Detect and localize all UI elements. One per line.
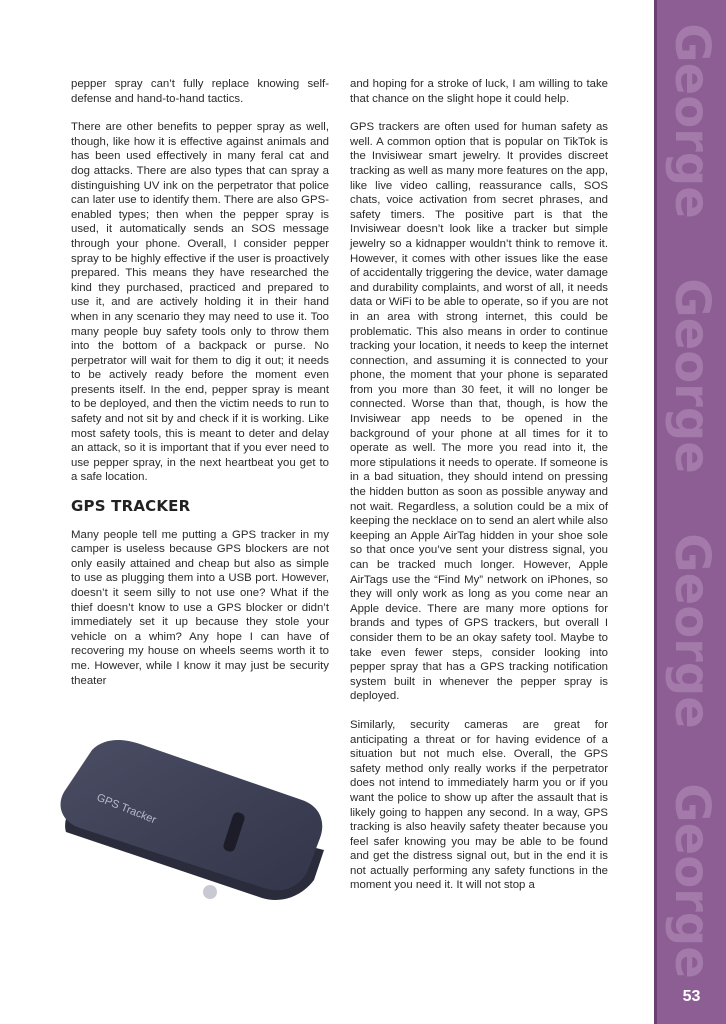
sidebar-band <box>654 0 726 1024</box>
right-column <box>350 77 608 907</box>
section-heading-gps-tracker: GPS TRACKER <box>71 497 191 516</box>
left-paragraph-2: There are other benefits to pepper spray as well, though, like how it is effective against animals and has been used effectively in many feral cat and dog attacks. There are also types that can spray a distinguishing UV ink on the perpetrator that police can later use to identify them. There are also GPS-enabled types; then when the pepper spray is used, it automatically sends an SOS message through your phone. Overall, I consider pepper spray to be highly effective if the user is proactively prepared. This means they have researched the kind they purchased, practiced and prepared to use it, and are actively holding it in their hand when in any scenario they may need to use it. Too many people buy safety tools only to throw them into the bottom of a backpack or purse. No perpetrator will wait for them to dig it out; it needs to be actively ready before the moment even presents itself. In the end, pepper spray is meant to be deployed, and then the victim needs to run to safety and not sit by and check if it is working. Like most safety tools, this is meant to deter and delay an attack, so it is important that if you ever need to use pepper spray, in the next heartbeat you get to a safe location. <box>71 121 329 484</box>
left-paragraph-1: pepper spray can’t fully replace knowing self-defense and hand-to-hand tactics. <box>71 78 329 105</box>
tracker-label: GPS Tracker <box>94 791 158 827</box>
brand-watermark-1: George <box>663 23 720 219</box>
page-number: 53 <box>682 988 701 1005</box>
gps-tracker-photo <box>52 730 332 910</box>
right-paragraph-2: GPS trackers are often used for human safety as well. A common option that is popular on TikTok is the Invisiwear smart jewelry. It provides discreet tracking as well as many more features on the app, like live video calling, reassurance calls, SOS chats, voice activation from secret phrases, and safety timers. The positive part is that the Invisiwear doesn’t look like a tracker but simple jewelry so a kidnapper wouldn’t think to remove it. However, it comes with other issues like the ease of accidentally triggering the device, water damage and durability complaints, and worst of all, it needs data or WiFi to be able to operate, so if you are not in an area with strong internet, this could be problematic. This also means in order to continue tracking your location, it needs to keep the internet connection, and assuming it is connected to your phone, the moment that your phone is separated from you more than 30 feet, it will no longer be connected. Worse than that, though, is how the Invisiwear app needs to be opened in the background of your phone at all times for it to operate as well. The more you read into it, the more stipulations it needs to operate. If someone is in a bad situation, they should intend on pressing the hidden button as soon as possible anyway and not wait. Regardless, a solution could be a mix of keeping the necklace on to send an alert while also keeping an Apple AirTag hidden in your shoe sole so that once you’ve sent your distress signal, you can be tracked much longer. However, Apple AirTags use the “Find My” network on iPhones, so they will only work as long as you come near an Apple device. There are many more options for brands and types of GPS trackers, but overall I consider them to be an okay safety tool. Maybe to take even fewer steps, consider looking into pepper spray that has a GPS tracking notification system built in whenever the pepper spray is deployed. <box>350 121 608 703</box>
tracker-button <box>203 885 217 899</box>
right-paragraph-1: and hoping for a stroke of luck, I am willing to take that chance on the slight hope it could help. <box>350 78 608 105</box>
brand-watermark-4: George <box>663 783 720 979</box>
brand-watermark-2: George <box>663 278 720 474</box>
brand-watermark-3: George <box>663 533 720 729</box>
left-paragraph-3: Many people tell me putting a GPS tracker in my camper is useless because GPS blockers are not only easily attained and cheap but also as simple to use as plugging them into a USB port. However, doesn’t it seem silly to not use one? What if the thief doesn’t know to use a GPS blocker or didn’t immediately set it up because they stole your vehicle on a whim? Any hope I can have of recovering my house on wheels seems worth it to me. However, while I know it may just be security theater <box>71 528 329 687</box>
right-paragraph-3: Similarly, security cameras are great for anticipating a threat or for having evidence of a situation but not much else. Overall, the GPS safety method only really works if the perpetrator does not intend to immediately harm you or if you want the police to show up after the assault that is likely going to happen any second. In a way, GPS tracking is also heavily safety theater because you feel safer knowing you may be able to be found and get the distress signal out, but in the end it is not actually performing any safety functions in the moment you need it. It will not stop a <box>350 718 608 892</box>
left-column <box>71 77 329 702</box>
